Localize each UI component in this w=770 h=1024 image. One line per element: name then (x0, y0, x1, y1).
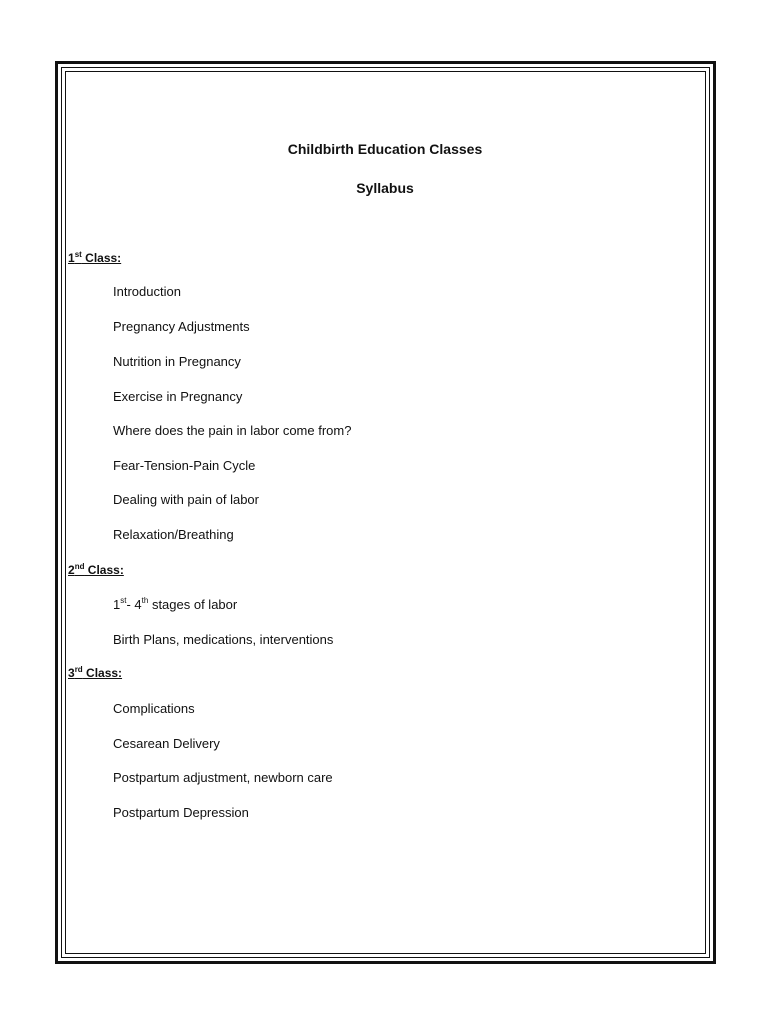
ordinal-suffix: nd (74, 562, 85, 571)
document-subtitle: Syllabus (356, 180, 414, 196)
document-title: Childbirth Education Classes (287, 141, 483, 157)
ordinal-number: 3 (68, 666, 75, 680)
list-item: Where does the pain in labor come from? (113, 423, 352, 438)
list-item: Postpartum adjustment, newborn care (113, 770, 333, 785)
list-item: Complications (113, 701, 195, 716)
list-item: Pregnancy Adjustments (113, 319, 250, 334)
list-item (113, 597, 237, 612)
ordinal-number: 1 (113, 597, 121, 612)
section-label: Class: (82, 666, 123, 680)
list-item: Relaxation/Breathing (113, 527, 234, 542)
section-heading-class-2 (68, 563, 124, 577)
section-heading-class-3 (68, 666, 122, 680)
section-label: Class: (81, 251, 122, 265)
section-heading-class-1 (68, 251, 121, 265)
ordinal-number: 1 (68, 251, 75, 265)
range-dash: - (126, 597, 135, 612)
list-item: Dealing with pain of labor (113, 492, 259, 507)
list-item: Birth Plans, medications, interventions (113, 632, 334, 647)
list-item: Nutrition in Pregnancy (113, 354, 241, 369)
ordinal-suffix: th (141, 596, 149, 605)
ordinal-number: 4 (134, 597, 142, 612)
ordinal-suffix: st (74, 250, 82, 259)
section-label: Class: (84, 563, 124, 577)
item-text: stages of labor (148, 597, 238, 612)
ordinal-suffix: rd (74, 665, 83, 674)
ordinal-number: 2 (68, 563, 75, 577)
list-item: Introduction (113, 284, 181, 299)
list-item: Cesarean Delivery (113, 736, 220, 751)
list-item: Exercise in Pregnancy (113, 389, 243, 404)
list-item: Postpartum Depression (113, 805, 249, 820)
ordinal-suffix: st (120, 596, 127, 605)
list-item: Fear-Tension-Pain Cycle (113, 458, 256, 473)
